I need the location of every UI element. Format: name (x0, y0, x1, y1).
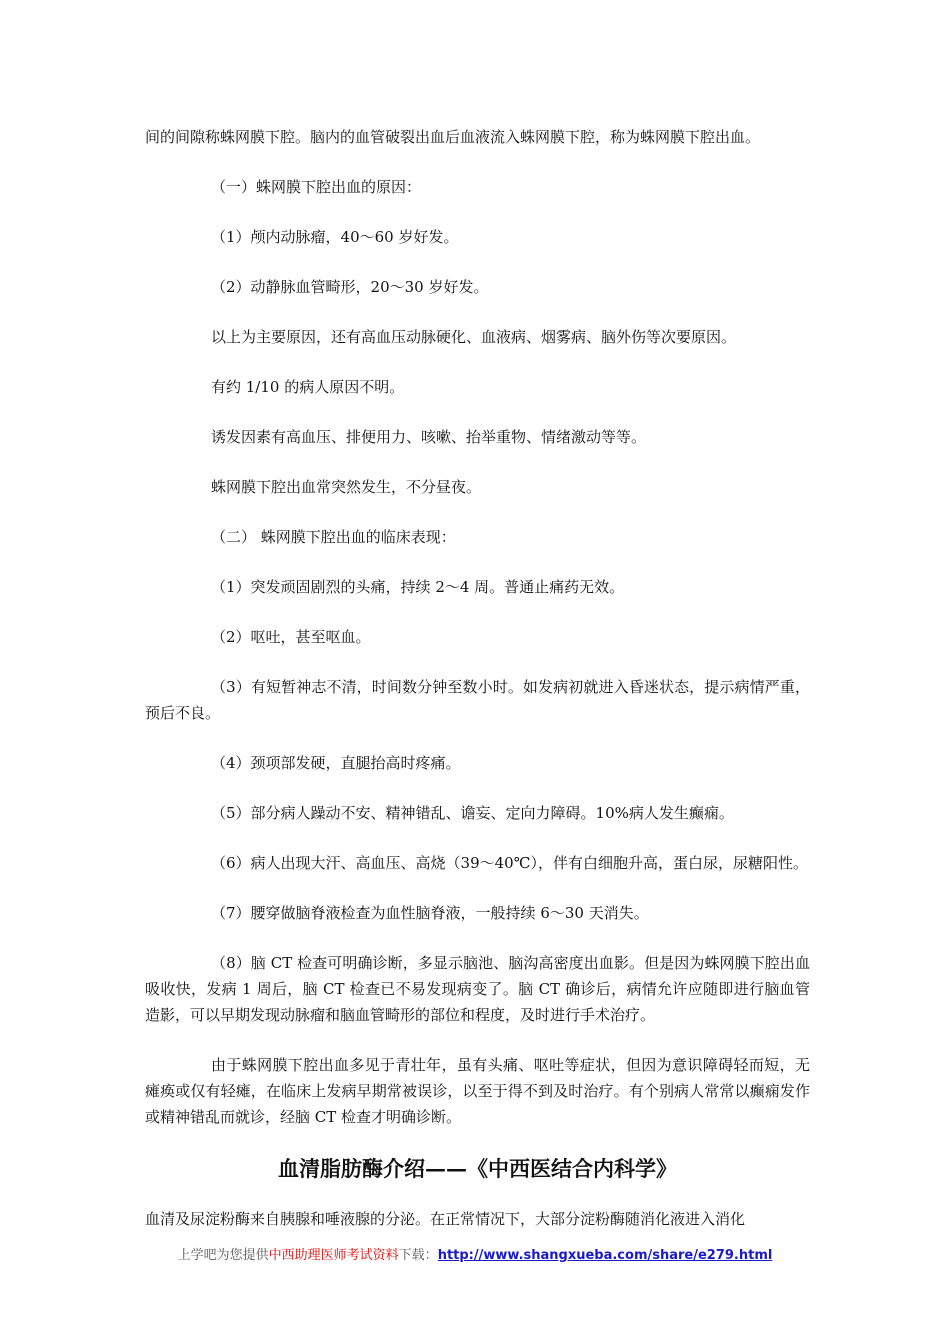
symptom-item-1: （1）突发顽固剧烈的头痛，持续 2～4 周。普通止痛药无效。 (211, 578, 625, 596)
footer-download-link[interactable]: http://www.shangxueba.com/share/e279.html (437, 1248, 773, 1263)
symptom-item-7: （7）腰穿做脑脊液检查为血性脑脊液，一般持续 6～30 天消失。 (211, 904, 649, 922)
symptom-item-4: （4）颈项部发硬，直腿抬高时疼痛。 (211, 754, 461, 772)
document-body (145, 124, 810, 1256)
symptom-item-3: （3）有短暂神志不清，时间数分钟至数小时。如发病初就进入昏迷状态，提示病情严重，预后不良。 (145, 678, 810, 722)
page-footer (0, 1244, 950, 1263)
secondary-causes: 以上为主要原因，还有高血压动脉硬化、血液病、烟雾病、脑外伤等次要原因。 (211, 328, 737, 346)
section-one-title: （一）蛛网膜下腔出血的原因： (211, 178, 422, 196)
unknown-causes: 有约 1/10 的病人原因不明。 (211, 378, 405, 396)
symptom-item-2: （2）呕吐，甚至呕血。 (211, 628, 371, 646)
symptom-item-5: （5）部分病人躁动不安、精神错乱、谵妄、定向力障碍。10%病人发生癫痫。 (211, 804, 734, 822)
symptom-item-6: （6）病人出现大汗、高血压、高烧（39～40℃），伴有白细胞升高，蛋白尿，尿糖阳性。 (211, 854, 809, 872)
section-two-title: （二） 蛛网膜下腔出血的临床表现： (211, 528, 456, 546)
section-heading: 血清脂肪酶介绍——《中西医结合内科学》 (278, 1156, 677, 1181)
cause-item-2: （2）动静脉血管畸形，20～30 岁好发。 (211, 278, 489, 296)
paragraph-intro: 间的间隙称蛛网膜下腔。脑内的血管破裂出血后血液流入蛛网膜下腔，称为蛛网膜下腔出血。 (145, 128, 761, 146)
triggering-factors: 诱发因素有高血压、排便用力、咳嗽、抬举重物、情绪激动等等。 (211, 428, 647, 446)
paragraph-amylase: 血清及尿淀粉酶来自胰腺和唾液腺的分泌。在正常情况下，大部分淀粉酶随消化液进入消化 (145, 1210, 746, 1228)
footer-prefix: 上学吧为您提供 (177, 1248, 269, 1263)
symptom-item-8: （8）脑 CT 检查可明确诊断，多显示脑池、脑沟高密度出血影。但是因为蛛网膜下腔出血吸收快，发病 1 周后，脑 CT 检查已不易发现病变了。脑 CT 确诊后，病情允许应随即进行脑血管造影，可以早期发现动脉瘤和脑血管畸形的部位和程度，及时进行手术治疗。 (145, 954, 810, 1024)
misdiagnosis-note: 由于蛛网膜下腔出血多见于青壮年，虽有头痛、呕吐等症状，但因为意识障碍轻而短，无瘫痪或仅有轻瘫，在临床上发病早期常被误诊，以至于得不到及时治疗。有个别病人常常以癫痫发作或精神错乱而就诊，经脑 CT 检查才明确诊断。 (145, 1056, 810, 1126)
footer-highlight: 中西助理医师考试资料 (268, 1248, 399, 1263)
cause-item-1: （1）颅内动脉瘤，40～60 岁好发。 (211, 228, 459, 246)
footer-middle: 下载： (398, 1248, 438, 1263)
onset-note: 蛛网膜下腔出血常突然发生，不分昼夜。 (211, 478, 482, 496)
